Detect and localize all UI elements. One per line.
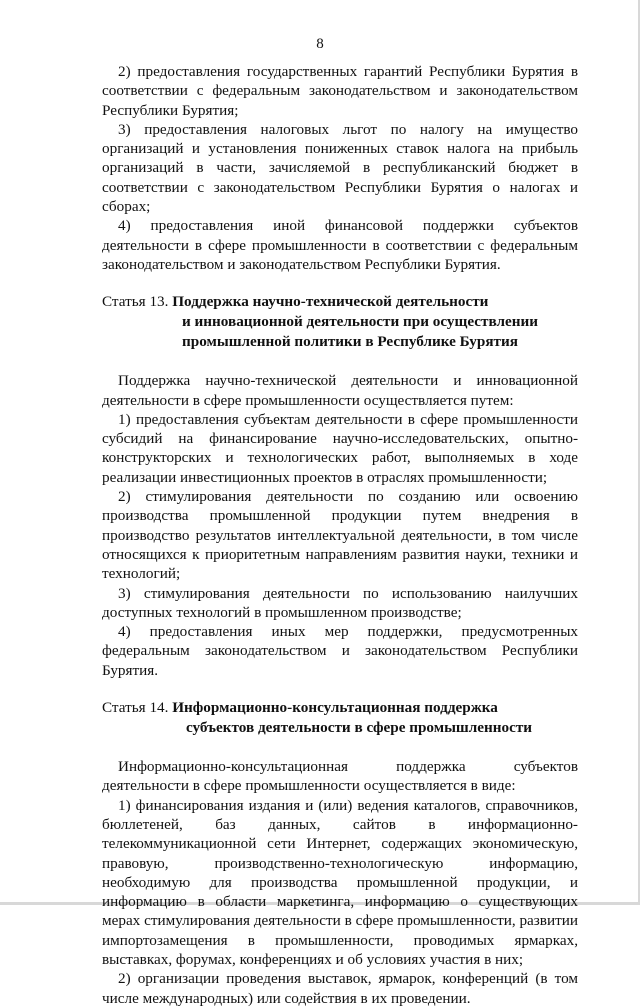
list-item: 3) стимулирования деятельности по использованию наилучших доступных технологий в промышленном производстве; xyxy=(102,584,578,621)
article-13-title-line2: и инновационной деятельности при осуществлении xyxy=(182,313,538,331)
list-item: 2) предоставления государственных гарантий Республики Бурятия в соответствии с федеральным законодательством и законодательством Республики Бурятия; xyxy=(102,63,578,119)
article-13-title-line3: промышленной политики в Республике Бурятия xyxy=(182,333,518,351)
list-item: 4) предоставления иных мер поддержки, предусмотренных федеральным законодательством и законодательством Республики Бурятия. xyxy=(102,623,578,679)
article-13-heading xyxy=(102,292,578,352)
article-14-intro: Информационно-консультационная поддержка субъектов деятельности в сфере промышленности осуществляется в виде: xyxy=(102,758,578,795)
article-14-title-line2: субъектов деятельности в сфере промышленности xyxy=(186,719,533,737)
list-item: 1) предоставления субъектам деятельности в сфере промышленности субсидий на финансирование научно-исследовательских, опытно-конструкторских и технологических работ, выполняемых в ходе реализации инвестиционных проектов в отраслях промышленности; xyxy=(102,410,578,486)
page-number: 8 xyxy=(316,36,324,52)
list-item: 1) финансирования издания и (или) ведения каталогов, справочников, бюллетеней, баз данных, сайтов в информационно-телекоммуникационной сети Интернет, содержащих экономическую, правовую, производственно-технологическую информацию, необходимую для производства промышленной продукции, и информацию в области маркетинга, информацию о существующих мерах стимулирования деятельности в сфере промышленности, развитии импортозамещения в промышленности, проводимых ярмарках, выставках, форумах, конференциях и об условиях участия в них; xyxy=(102,796,578,968)
list-item: 4) предоставления иной финансовой поддержки субъектов деятельности в сфере промышленности в соответствии с федеральным законодательством и законодательством Республики Бурятия. xyxy=(102,217,578,273)
article-13-title-line1: Поддержка научно-технической деятельности xyxy=(172,293,489,311)
document-body xyxy=(102,62,578,1008)
article-14-heading xyxy=(102,698,578,738)
article-13-label: Статья 13. xyxy=(102,293,169,311)
article-14-title-line1: Информационно-консультационная поддержка xyxy=(172,699,498,717)
article-14-label: Статья 14. xyxy=(102,699,169,717)
list-item: 3) предоставления налоговых льгот по налогу на имущество организаций и установления пониженных ставок налога на прибыль организаций в части, зачисляемой в республиканский бюджет в соответствии с законодательством Республики Бурятия о налогах и сборах; xyxy=(102,120,578,216)
list-item: 2) организации проведения выставок, ярмарок, конференций (в том числе международных) или содействия в их проведении. xyxy=(102,970,578,1007)
list-item: 2) стимулирования деятельности по созданию или освоению производства промышленной продукции путем внедрения в производство результатов интеллектуальной деятельности, в том числе относящихся к приоритетным направлениям развития науки, техники и технологий; xyxy=(102,488,578,583)
article-13-intro: Поддержка научно-технической деятельности и инновационной деятельности в сфере промышленности осуществляется путем: xyxy=(102,372,578,409)
